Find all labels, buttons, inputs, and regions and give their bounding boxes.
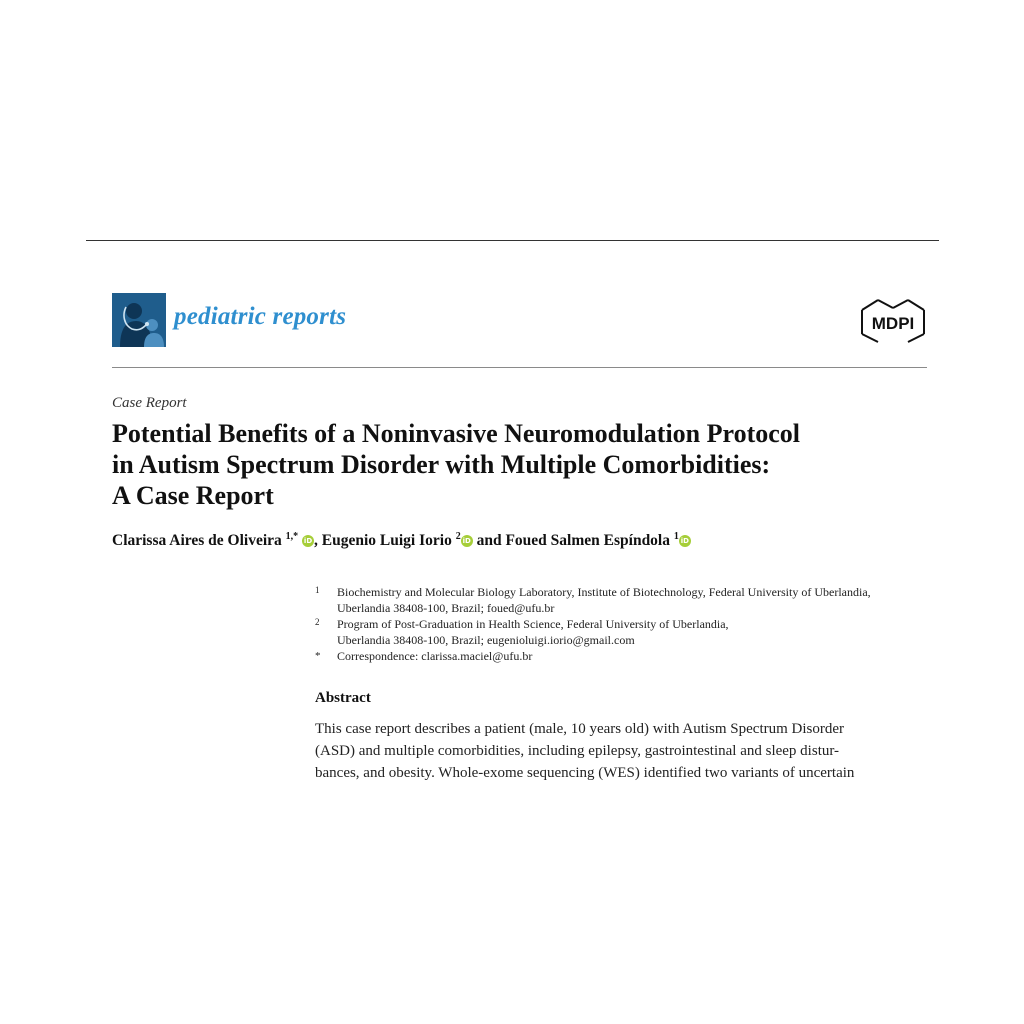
author-separator: and: [476, 532, 502, 549]
correspondence-item: [315, 648, 935, 664]
journal-name: pediatric reports: [174, 303, 347, 330]
journal-logo-icon: [112, 293, 166, 347]
mdpi-wordmark: MDPI: [871, 314, 915, 333]
orcid-icon[interactable]: iD: [680, 537, 689, 545]
affiliation-line: Program of Post-Graduation in Health Science, Federal University of Uberlandia,: [337, 617, 729, 631]
article-type: Case Report: [112, 395, 187, 411]
header-divider: [112, 367, 927, 368]
author-affiliation-mark: 2: [455, 531, 461, 542]
affiliation-item: [315, 616, 935, 648]
abstract-line: This case report describes a patient (male, 10 years old) with Autism Spectrum Disorder: [315, 721, 845, 737]
orcid-icon[interactable]: iD: [462, 537, 471, 545]
correspondence-text: Correspondence: clarissa.maciel@ufu.br: [337, 649, 533, 663]
top-divider: [86, 240, 939, 241]
article-title: [112, 418, 942, 511]
author-affiliation-mark: 1,*: [285, 531, 299, 542]
abstract-body: [315, 718, 940, 784]
author-affiliation-mark: 1: [673, 531, 679, 542]
affiliation-line: Biochemistry and Molecular Biology Laboratory, Institute of Biotechnology, Federal University of Uberlandia,: [337, 585, 871, 599]
title-line: A Case Report: [112, 481, 274, 510]
abstract-line: bances, and obesity. Whole-exome sequencing (WES) identified two variants of uncertain: [315, 765, 855, 781]
author-list: [112, 531, 691, 550]
author-name[interactable]: Eugenio Luigi Iorio: [321, 532, 452, 549]
affiliations: [315, 584, 935, 664]
affiliation-item: [315, 584, 935, 616]
correspondence-mark: *: [315, 650, 321, 662]
affiliation-number: 2: [315, 617, 320, 627]
title-line: Potential Benefits of a Noninvasive Neuromodulation Protocol: [112, 419, 801, 448]
affiliation-number: 1: [315, 585, 320, 595]
abstract-heading: Abstract: [315, 690, 371, 706]
author-name[interactable]: Foued Salmen Espíndola: [505, 532, 670, 549]
orcid-icon[interactable]: iD: [303, 537, 313, 545]
author-name[interactable]: Clarissa Aires de Oliveira: [112, 532, 282, 549]
author-separator: ,: [314, 532, 318, 549]
title-line: in Autism Spectrum Disorder with Multiple Comorbidities:: [112, 450, 771, 479]
affiliation-line: Uberlandia 38408-100, Brazil; foued@ufu.br: [337, 601, 555, 615]
affiliation-line: Uberlandia 38408-100, Brazil; eugenioluigi.iorio@gmail.com: [337, 633, 635, 647]
abstract-line: (ASD) and multiple comorbidities, including epilepsy, gastrointestinal and sleep distur-: [315, 743, 840, 759]
mdpi-logo-icon: [858, 296, 928, 346]
